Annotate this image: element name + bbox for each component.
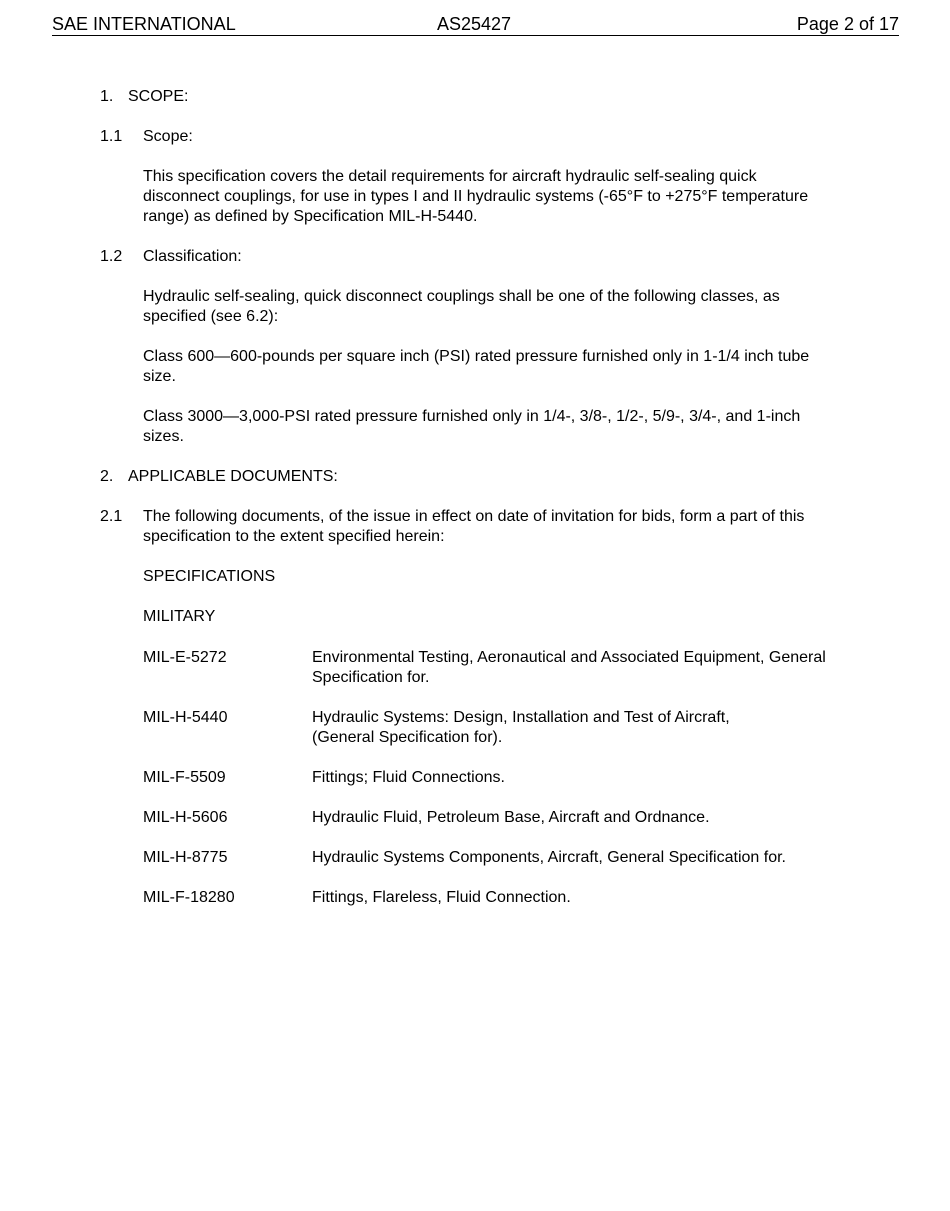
class-600-paragraph: Class 600—600-pounds per square inch (PSI) rated pressure furnished only in 1-1/4 inch tube size. xyxy=(143,348,810,385)
document-code: MIL-H-5440 xyxy=(143,709,228,726)
document-title: Hydraulic Systems: Design, Installation and Test of Aircraft, (General Specification for). xyxy=(312,709,730,746)
document-title: Fittings; Fluid Connections. xyxy=(312,769,505,786)
class-3000-paragraph: Class 3000—3,000-PSI rated pressure furnished only in 1/4-, 3/8-, 1/2-, 5/9-, 3/4-, and 1-inch sizes. xyxy=(143,408,801,445)
document-title: Hydraulic Fluid, Petroleum Base, Aircraft and Ordnance. xyxy=(312,809,710,826)
document-code: MIL-E-5272 xyxy=(143,649,227,666)
military-heading: MILITARY xyxy=(143,608,216,625)
section-1-1-title: Scope: xyxy=(143,128,193,145)
section-1-2-title: Classification: xyxy=(143,248,242,265)
document-code: MIL-F-18280 xyxy=(143,889,235,906)
document-code: MIL-F-5509 xyxy=(143,769,226,786)
specifications-heading: SPECIFICATIONS xyxy=(143,568,276,585)
document-code: MIL-H-8775 xyxy=(143,849,228,866)
section-2-1-paragraph: The following documents, of the issue in effect on date of invitation for bids, form a part of this specification to the extent specified herein: xyxy=(143,508,805,545)
section-1-1-paragraph: This specification covers the detail requirements for aircraft hydraulic self-sealing quick disconnect couplings, for use in types I and II hydraulic systems (-65°F to +275°F temperature range) as defined by Specification MIL-H-5440. xyxy=(143,168,809,225)
document-title: Environmental Testing, Aeronautical and Associated Equipment, General Specification for. xyxy=(312,649,826,686)
section-1-2-intro: Hydraulic self-sealing, quick disconnect couplings shall be one of the following classes, as specified (see 6.2): xyxy=(143,288,780,325)
header-organization: SAE INTERNATIONAL xyxy=(52,14,236,34)
document-code: MIL-H-5606 xyxy=(143,809,228,826)
section-2-1-number: 2.1 xyxy=(100,508,123,525)
section-1-number: 1. xyxy=(100,88,114,105)
section-2-number: 2. xyxy=(100,468,114,485)
page-header xyxy=(52,13,899,36)
header-page-number: Page 2 of 17 xyxy=(796,14,899,34)
section-2-title: APPLICABLE DOCUMENTS: xyxy=(128,468,338,485)
document-title: Fittings, Flareless, Fluid Connection. xyxy=(312,889,571,906)
section-1-title: SCOPE: xyxy=(128,88,189,105)
document-title: Hydraulic Systems Components, Aircraft, General Specification for. xyxy=(312,849,786,866)
section-1-1-number: 1.1 xyxy=(100,128,123,145)
section-1-2-number: 1.2 xyxy=(100,248,123,265)
header-document-id: AS25427 xyxy=(437,14,512,34)
